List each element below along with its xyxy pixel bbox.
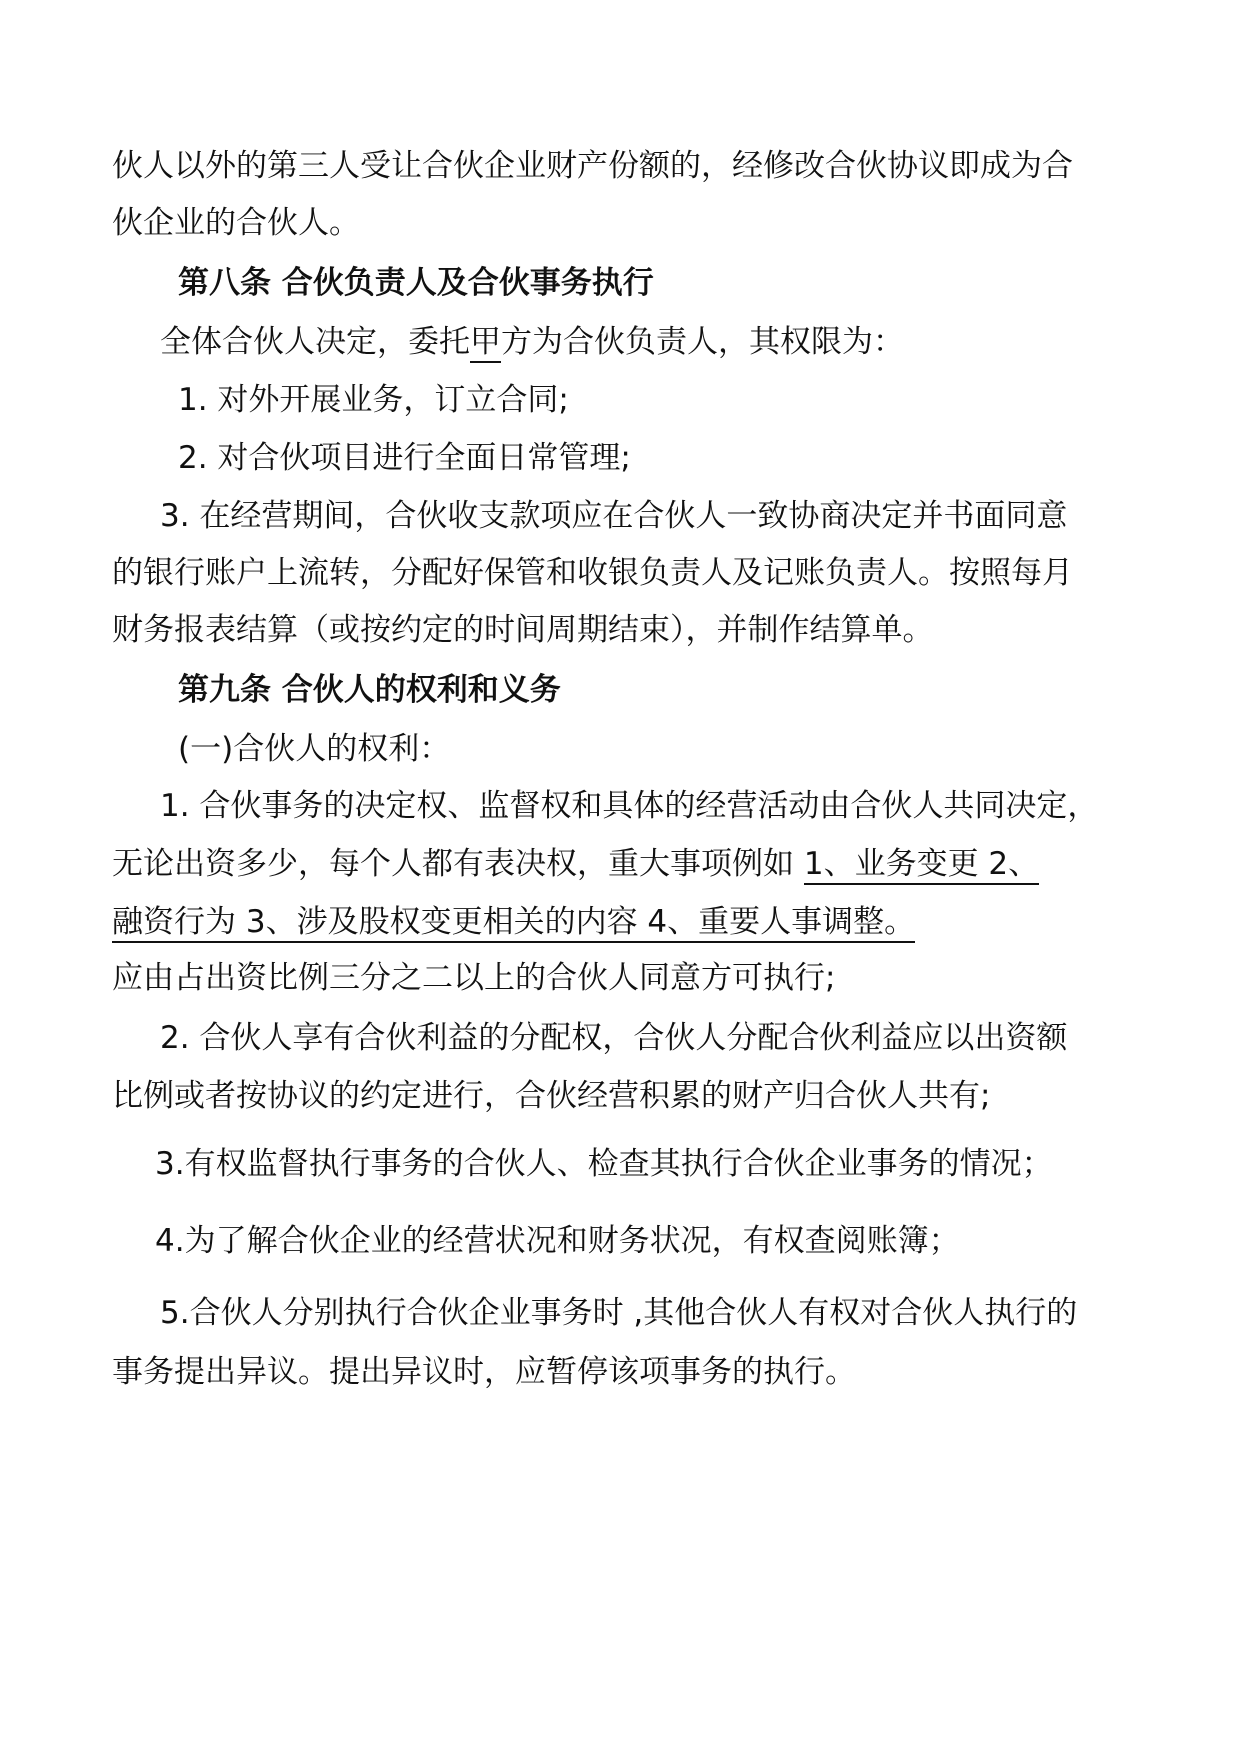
- paragraph-line: 的银行账户上流转，分配好保管和收银负责人及记账负责人。按照每月: [112, 555, 1073, 591]
- article-8-heading: 第八条 合伙负责人及合伙事务执行: [178, 265, 654, 301]
- paragraph-line: 伙人以外的第三人受让合伙企业财产份额的，经修改合伙协议即成为合: [112, 148, 1073, 184]
- paragraph-line: [112, 844, 1039, 885]
- list-item: 4.为了解合伙企业的经营状况和财务状况，有权查阅账簿；: [155, 1223, 960, 1259]
- list-item: 3.有权监督执行事务的合伙人、检查其执行合伙企业事务的情况；: [155, 1146, 1053, 1182]
- paragraph-line: 事务提出异议。提出异议时，应暂停该项事务的执行。: [112, 1354, 856, 1390]
- list-item: 2. 合伙人享有合伙利益的分配权，合伙人分配合伙利益应以出资额: [160, 1020, 1068, 1056]
- list-item: 5.合伙人分别执行合伙企业事务时 ,其他合伙人有权对合伙人执行的: [160, 1295, 1078, 1331]
- article-9-heading: 第九条 合伙人的权利和义务: [178, 672, 561, 708]
- list-item: 1. 对外开展业务，订立合同;: [178, 382, 569, 418]
- text-segment: 方为合伙负责人，其权限为：: [501, 324, 904, 360]
- list-item: 3. 在经营期间，合伙收支款项应在合伙人一致协商决定并书面同意: [160, 498, 1068, 534]
- paragraph-line: 比例或者按协议的约定进行，合伙经营积累的财产归合伙人共有;: [112, 1078, 991, 1114]
- paragraph-line: [160, 322, 904, 363]
- paragraph-line: 伙企业的合伙人。: [112, 205, 360, 241]
- text-segment: 全体合伙人决定，委托: [160, 324, 470, 360]
- paragraph-line: [112, 902, 915, 943]
- paragraph-line: 应由占出资比例三分之二以上的合伙人同意方可执行;: [112, 960, 836, 996]
- list-item: 2. 对合伙项目进行全面日常管理;: [178, 440, 631, 476]
- section-heading: (一)合伙人的权利：: [178, 731, 451, 767]
- underlined-fill-in: 1、业务变更 2、: [804, 845, 1039, 885]
- paragraph-line: 财务报表结算（或按约定的时间周期结束），并制作结算单。: [112, 612, 934, 648]
- text-segment: 无论出资多少，每个人都有表决权，重大事项例如: [112, 846, 804, 882]
- underlined-fill-in: 融资行为 3、涉及股权变更相关的内容 4、重要人事调整。: [112, 903, 915, 943]
- underlined-party-name: 甲: [470, 323, 501, 363]
- list-item: 1. 合伙事务的决定权、监督权和具体的经营活动由合伙人共同决定，: [160, 788, 1099, 824]
